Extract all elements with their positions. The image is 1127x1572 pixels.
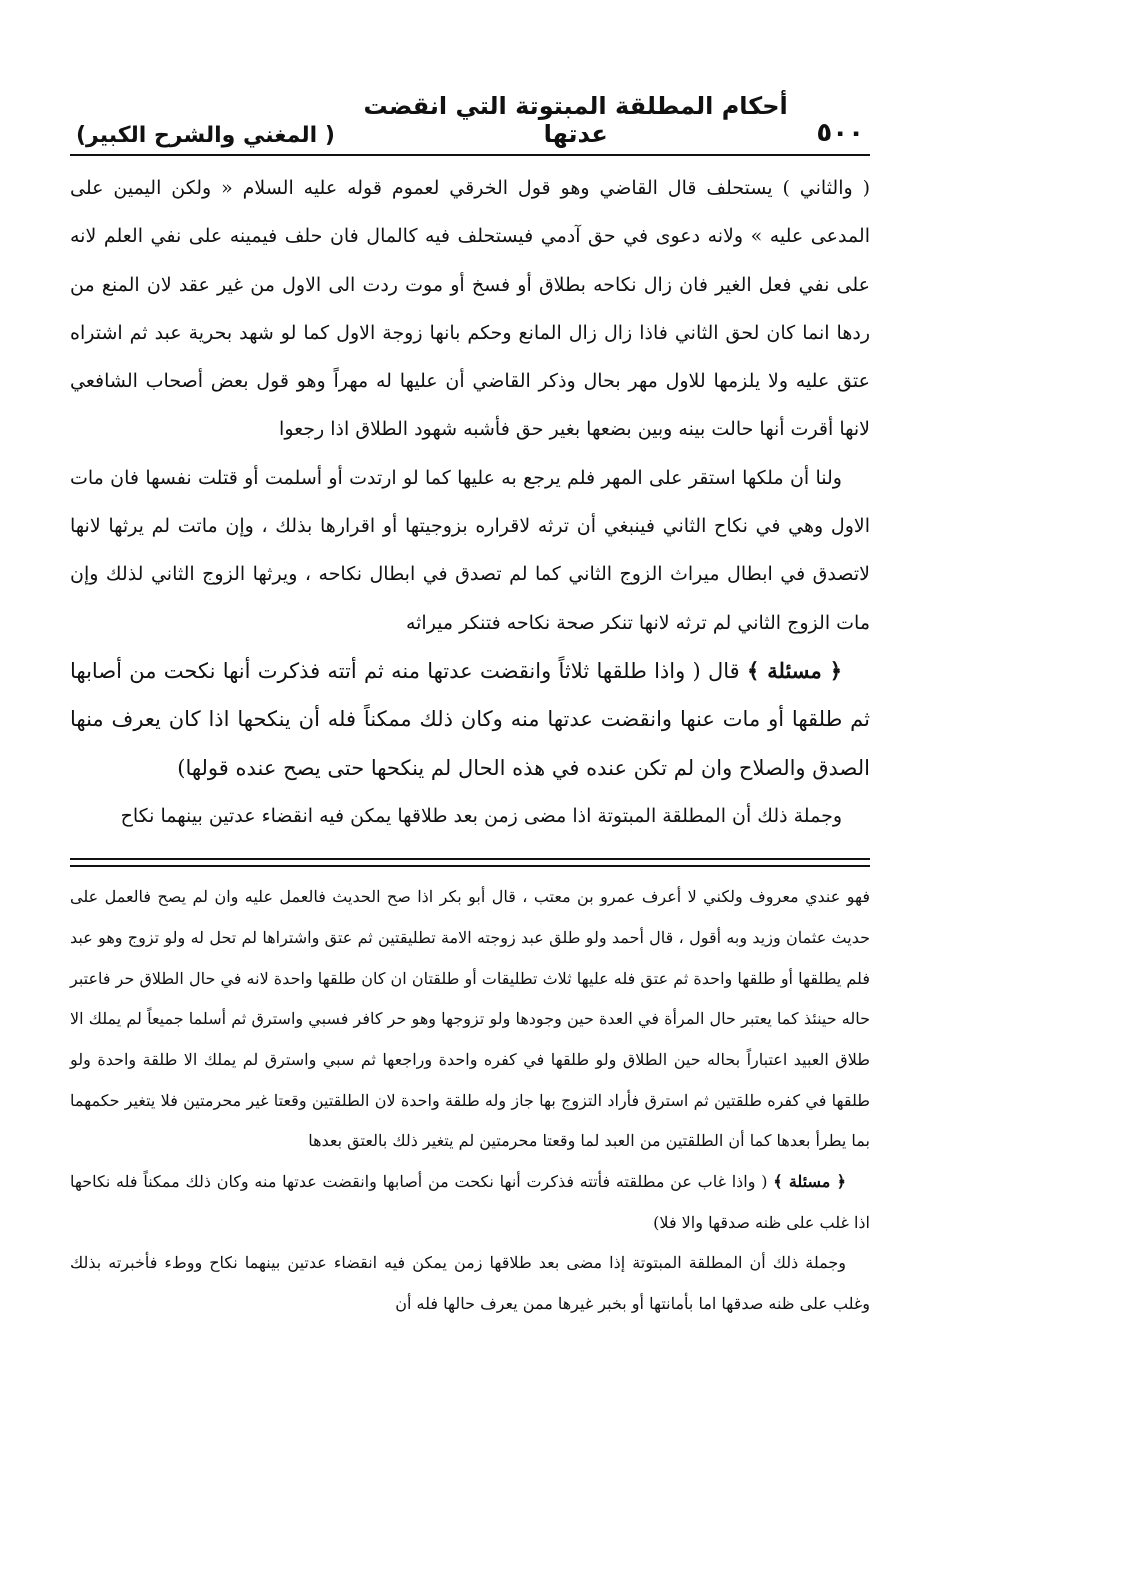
main-paragraph: وجملة ذلك أن المطلقة المبتوتة اذا مضى زمن بعد طلاقها يمكن فيه انقضاء عدتين بينهما نكاح: [120, 804, 842, 827]
commentary-paragraph: فهو عندي معروف ولكني لا أعرف عمرو بن معتب ، قال أبو بكر اذا صح الحديث فالعمل عليه وان لم يصح فالعمل على حديث عثمان وزيد وبه أقول ، قال أحمد ولو طلق عبد زوجته الامة تطليقتين ثم عتق واشتراها لم تحل له ولو تزوج وهو عبد فلم يطلقها أو طلقها واحدة ثم عتق فله عليها ثلاث تطليقات أو طلقتان ان كان طلقها واحدة لانه في حال الطلاق حر فاعتبر حاله حينئذ كما يعتبر حال المرأة في العدة حين وجودها ولو تزوجها وهو حر كافر فسبي واسترق ثم أسلما جميعاً لم يملك الا طلاق العبيد اعتباراً بحاله حين الطلاق ولو طلقها في كفره واحدة وراجعها ثم سبي واسترق لم يملك الا طلقة واحدة ولو طلقها في كفره طلقتين ثم استرق فأراد التزوج بها جاز وله طلقة واحدة لان الطلقتين وقعتا غير محرمتين فلا يتغير حكمهما بما يطرأ بعدها كما أن الطلقتين من العبد لما وقعتا محرمتين لم يتغير ذلك بالعتق بعدها: [70, 887, 871, 1151]
page-header: [70, 92, 870, 148]
issue-text: قال ( واذا طلقها ثلاثاً وانقضت عدتها منه ثم أتته فذكرت أنها نكحت من أصابها ثم طلقها أو مات عنها وانقضت عدتها منه وكان ذلك ممكناً فله أن ينكحها اذا كان يعرف منها الصدق والصلاح وان لم تكن عنده في هذه الحال لم ينكحها حتى يصح عنده قولها): [70, 658, 870, 780]
footnote-divider: [70, 858, 870, 867]
commentary-paragraph: وجملة ذلك أن المطلقة المبتوتة إذا مضى بعد طلاقها زمن يمكن فيه انقضاء عدتين بينهما نكاح ووطء فأخبرته بذلك وغلب على ظنه صدقها اما بأمانتها أو بخبر غيرها ممن يعرف حالها فله أن: [70, 1253, 870, 1314]
commentary-issue: [70, 1162, 870, 1243]
page-number: ٥٠٠: [816, 118, 864, 148]
book-page: [70, 92, 871, 1500]
commentary-text: [70, 877, 870, 1325]
issue-label: ﴿ مسئلة ﴾: [747, 657, 842, 683]
book-title: ( المغني والشرح الكبير): [76, 123, 335, 148]
main-paragraph: ولنا أن ملكها استقر على المهر فلم يرجع به عليها كما لو ارتدت أو أسلمت أو قتلت نفسها فان مات الاول وهي في نكاح الثاني فينبغي أن ترثه لاقراره بزوجيتها أو اقرارها بذلك ، وإن ماتت لم يرثها لانها لاتصدق في ابطال ميراث الزوج الثاني كما لم تصدق في ابطال نكاحه ، ويرثها الزوج الثاني لذلك وإن مات الزوج الثاني لم ترثه لانها تنكر صحة نكاحه فتنكر ميراثه: [70, 466, 870, 634]
header-rule: [70, 154, 870, 156]
main-text: [70, 164, 870, 840]
commentary-issue-label: ﴿ مسئلة ﴾: [773, 1172, 846, 1192]
issue-paragraph: [70, 647, 870, 792]
running-title: أحكام المطلقة المبتوتة التي انقضت عدتها: [363, 92, 788, 148]
commentary-issue-text: ( واذا غاب عن مطلقته فأتته فذكرت أنها نكحت من أصابها وانقضت عدتها منه وكان ذلك ممكناً فله نكاحها اذا غلب على ظنه صدقها والا فلا): [70, 1172, 870, 1232]
main-paragraph: ( والثاني ) يستحلف قال القاضي وهو قول الخرقي لعموم قوله عليه السلام « ولكن اليمين على المدعى عليه » ولانه دعوى في حق آدمي فيستحلف فيه كالمال فان حلف فيمينه على نفي العلم لانه على نفي فعل الغير فان زال نكاحه بطلاق أو فسخ أو موت ردت الى الاول من غير عقد لان المنع من ردها انما كان لحق الثاني فاذا زال زال المانع وحكم بانها زوجة الاول كما لو شهد بحرية عبد ثم اشتراه عتق عليه ولا يلزمها للاول مهر بحال وذكر القاضي أن عليها له مهراً وهو قول بعض أصحاب الشافعي لانها أقرت أنها حالت بينه وبين بضعها بغير حق فأشبه شهود الطلاق اذا رجعوا: [70, 177, 870, 441]
